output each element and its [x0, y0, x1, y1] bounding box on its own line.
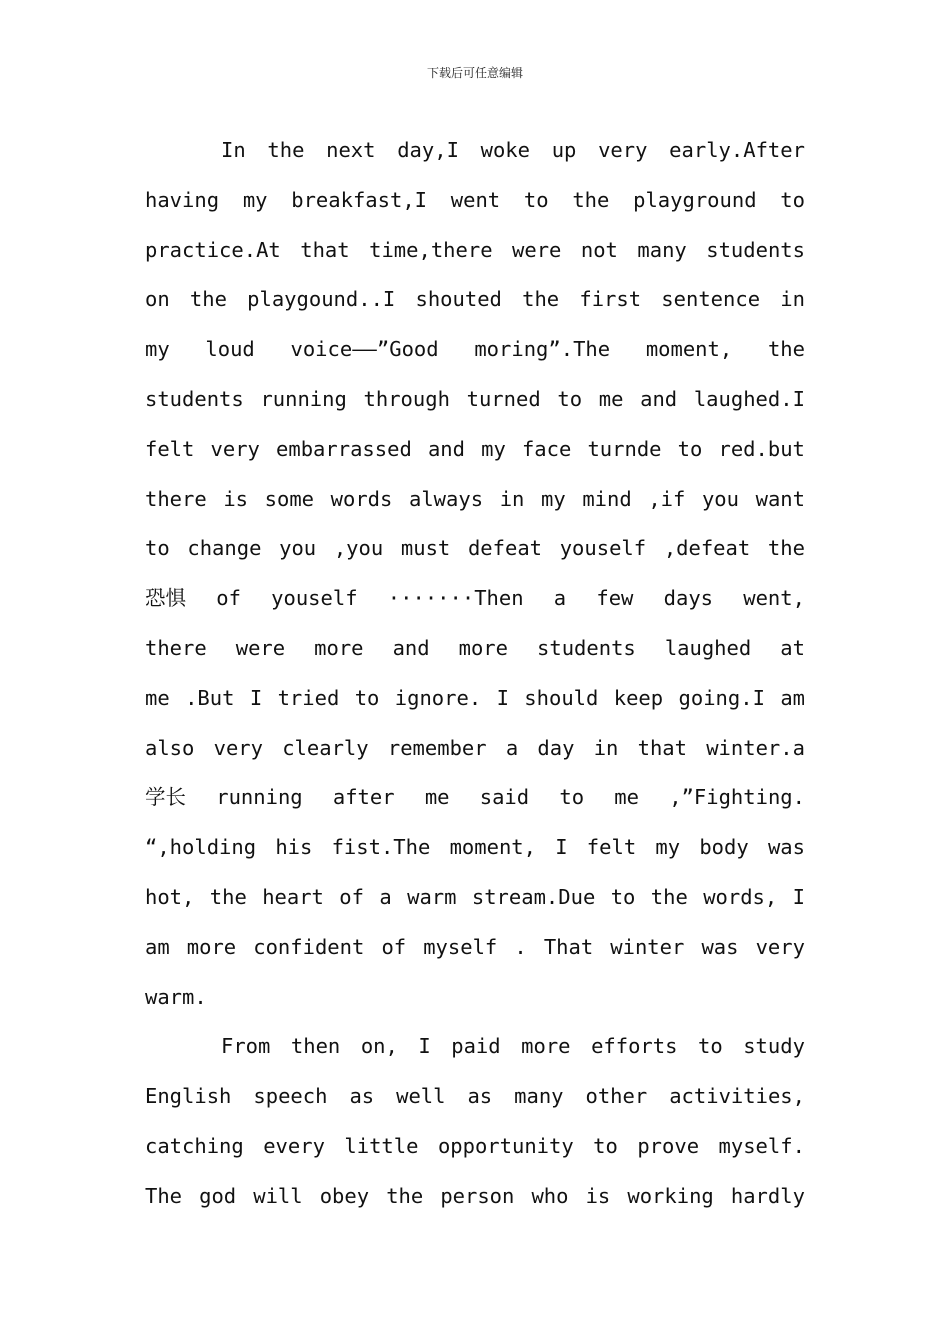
text-line: am more confident of myself . That winter was very [145, 934, 805, 959]
document-body [145, 126, 805, 1222]
text-line: From then on, I paid more efforts to study [221, 1034, 805, 1059]
page-header: 下载后可任意编辑 [426, 66, 523, 80]
text-line: catching every little opportunity to prove myself. [145, 1133, 805, 1158]
text-line: me .But I tried to ignore. I should keep going.I am [145, 685, 805, 710]
text-line: The god will obey the person who is working hardly [145, 1183, 805, 1208]
text-line: practice.At that time,there were not many students [145, 237, 805, 262]
text-line: “,holding his fist.The moment, I felt my body was [145, 835, 805, 860]
text-line: felt very embarrassed and my face turnde to red.but [145, 436, 805, 461]
text-line: there were more and more students laughed at [145, 635, 805, 660]
text-line: 恐惧 of youself ·······Then a few days went, [145, 586, 805, 611]
text-line: having my breakfast,I went to the playground to [145, 187, 805, 212]
text-line: students running through turned to me and laughed.I [145, 386, 805, 411]
text-line: warm. [145, 984, 207, 1009]
text-line: also very clearly remember a day in that winter.a [145, 735, 805, 760]
text-line: 学长 running after me said to me ,”Fighting. [145, 785, 805, 810]
text-line: there is some words always in my mind ,if you want [145, 486, 805, 511]
text-line: my loud voice——”Good moring”.The moment, the [145, 337, 805, 362]
text-line: to change you ,you must defeat youself ,defeat the [145, 536, 805, 561]
text-line: English speech as well as many other activities, [145, 1084, 805, 1109]
text-line: In the next day,I woke up very early.After [221, 138, 805, 162]
text-line: on the playgound..I shouted the first sentence in [145, 287, 805, 312]
text-line: hot, the heart of a warm stream.Due to the words, I [145, 884, 805, 909]
